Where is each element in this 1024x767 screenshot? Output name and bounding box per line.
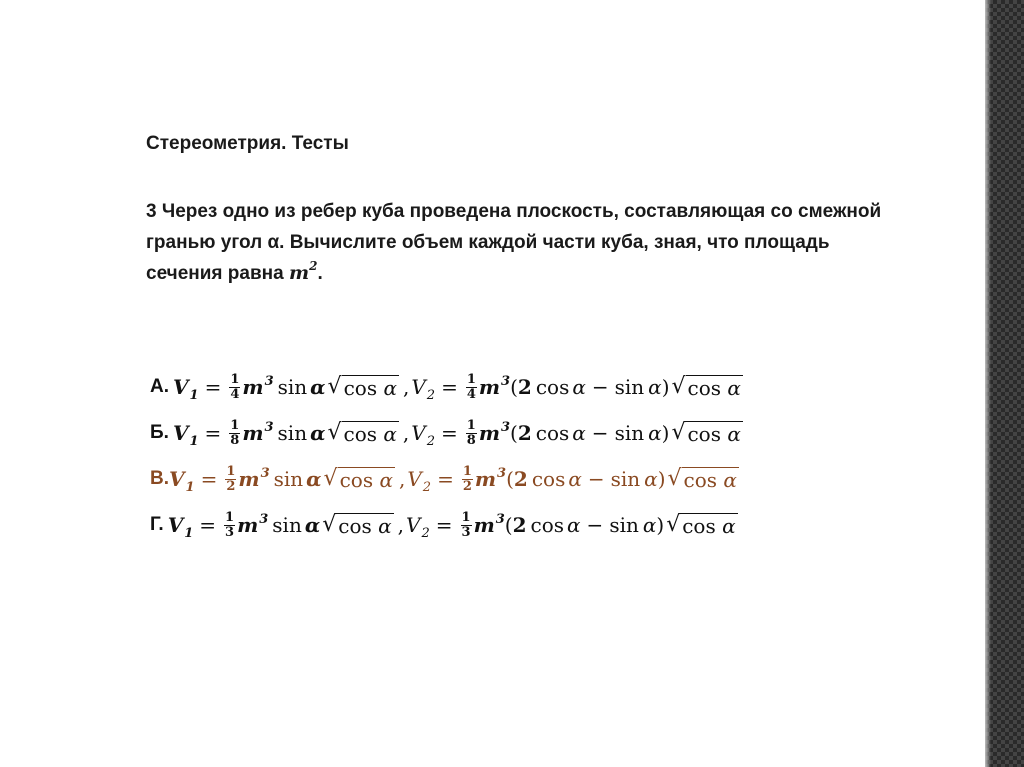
equals-sign: = — [441, 375, 458, 399]
comma: , — [397, 513, 405, 537]
fraction: $\frac{1}{4}$ — [466, 371, 476, 402]
sin-function: sin — [277, 375, 308, 399]
sin-function: sin — [610, 467, 641, 491]
alpha-symbol: α — [304, 513, 321, 537]
fraction: $\frac{1}{8}$ — [466, 417, 476, 448]
minus-sign: − — [586, 513, 604, 537]
right-paren: ) — [661, 375, 670, 399]
fraction: $\frac{1}{8}$ — [230, 417, 240, 448]
sqrt-cos-alpha: √ cos α — [667, 465, 737, 492]
sqrt-cos-alpha: √ cos α — [671, 373, 741, 400]
alpha-symbol: α — [572, 421, 586, 445]
equals-sign: = — [204, 375, 222, 399]
alpha-symbol: α — [644, 467, 658, 491]
alpha-symbol: α — [310, 421, 326, 445]
sqrt-cos-alpha: √ cos α — [322, 511, 392, 538]
v1-symbol: $V_1$ — [169, 467, 195, 495]
m-cubed: $m^3$ — [237, 512, 269, 537]
alpha-symbol: α — [567, 513, 581, 537]
answer-letter: Б. — [150, 422, 169, 443]
cos-function: cos — [535, 421, 570, 445]
v1-symbol: $V_1$ — [167, 513, 194, 541]
alpha-symbol: α — [310, 375, 326, 399]
sqrt-cos-alpha: √ cos α — [327, 373, 397, 400]
answer-option-v[interactable] — [150, 456, 743, 502]
equals-sign: = — [199, 513, 217, 537]
left-paren: ( — [510, 375, 518, 399]
equals-sign: = — [200, 467, 218, 491]
answer-letter: В. — [150, 468, 169, 489]
minus-sign: − — [591, 375, 609, 399]
sin-function: sin — [273, 467, 304, 491]
v2-symbol: $V_2$ — [411, 375, 436, 403]
alpha-symbol: α — [648, 421, 662, 445]
answer-option-b[interactable] — [150, 410, 743, 456]
answer-option-a[interactable] — [150, 364, 743, 410]
comma: , — [398, 467, 406, 491]
problem-statement: 3 Через одно из ребер куба проведена плоскость, составляющая со смежной гранью угол α. Вычислите объем каждой части куба, зная, что площадь сечения равна $m^2$. — [146, 201, 882, 284]
sqrt-cos-alpha: √ cos α — [671, 419, 741, 446]
left-paren: ( — [506, 467, 514, 491]
sin-function: sin — [614, 375, 645, 399]
m-cubed: $m^3$ — [474, 466, 507, 491]
v2-symbol: $V_2$ — [407, 467, 432, 495]
right-paren: ) — [657, 467, 666, 491]
sin-function: sin — [614, 421, 645, 445]
equals-sign: = — [204, 421, 222, 445]
fraction: $\frac{1}{3}$ — [225, 509, 235, 540]
v1-symbol: $V_1$ — [172, 421, 199, 449]
problem-variable: $m^2$ — [288, 259, 318, 284]
sin-function: sin — [609, 513, 639, 537]
alpha-symbol: α — [568, 467, 582, 491]
comma: , — [402, 421, 410, 445]
sin-function: sin — [277, 421, 308, 445]
alpha-symbol: α — [648, 375, 662, 399]
answer-letter: А. — [150, 376, 169, 397]
alpha-symbol: α — [642, 513, 657, 537]
minus-sign: − — [587, 467, 605, 491]
fraction: $\frac{1}{2}$ — [226, 463, 236, 494]
coefficient-two: 2 — [517, 375, 532, 399]
sin-function: sin — [272, 513, 302, 537]
equals-sign: = — [435, 513, 453, 537]
right-paren: ) — [661, 421, 670, 445]
alpha-symbol: α — [572, 375, 586, 399]
sqrt-cos-alpha: √ cos α — [666, 511, 736, 538]
m-cubed: $m^3$ — [473, 512, 505, 537]
side-frame-decoration — [985, 0, 1024, 767]
cos-function: cos — [531, 467, 566, 491]
comma: , — [402, 375, 410, 399]
m-cubed: $m^3$ — [242, 420, 274, 445]
slide-title: Стереометрия. Тесты — [146, 133, 349, 154]
sqrt-cos-alpha: √ cos α — [327, 419, 397, 446]
left-paren: ( — [510, 421, 518, 445]
minus-sign: − — [591, 421, 609, 445]
coefficient-two: 2 — [517, 421, 532, 445]
problem-text: 3 Через одно из ребер куба проведена плоскость, составляющая со смежной гранью угол α. Вычислите объем каждой части куба, зная, что площадь сечения равна — [146, 201, 882, 284]
m-cubed: $m^3$ — [478, 420, 511, 445]
coefficient-two: 2 — [512, 513, 527, 537]
answer-letter: Г. — [150, 514, 164, 535]
sqrt-cos-alpha: √ cos α — [323, 465, 393, 492]
m-cubed: $m^3$ — [478, 374, 511, 399]
coefficient-two: 2 — [513, 467, 528, 491]
cos-function: cos — [530, 513, 565, 537]
answer-option-g[interactable] — [150, 502, 743, 548]
answer-options — [150, 364, 743, 548]
fraction: $\frac{1}{4}$ — [230, 371, 240, 402]
fraction: $\frac{1}{2}$ — [462, 463, 472, 494]
v1-symbol: $V_1$ — [173, 375, 199, 403]
left-paren: ( — [504, 513, 513, 537]
right-paren: ) — [656, 513, 665, 537]
cos-function: cos — [535, 375, 570, 399]
fraction: $\frac{1}{3}$ — [461, 509, 471, 540]
v2-symbol: $V_2$ — [406, 513, 430, 541]
equals-sign: = — [441, 421, 458, 445]
equals-sign: = — [437, 467, 454, 491]
m-cubed: $m^3$ — [238, 466, 270, 491]
v2-symbol: $V_2$ — [411, 421, 435, 449]
alpha-symbol: α — [306, 467, 322, 491]
m-cubed: $m^3$ — [242, 374, 274, 399]
